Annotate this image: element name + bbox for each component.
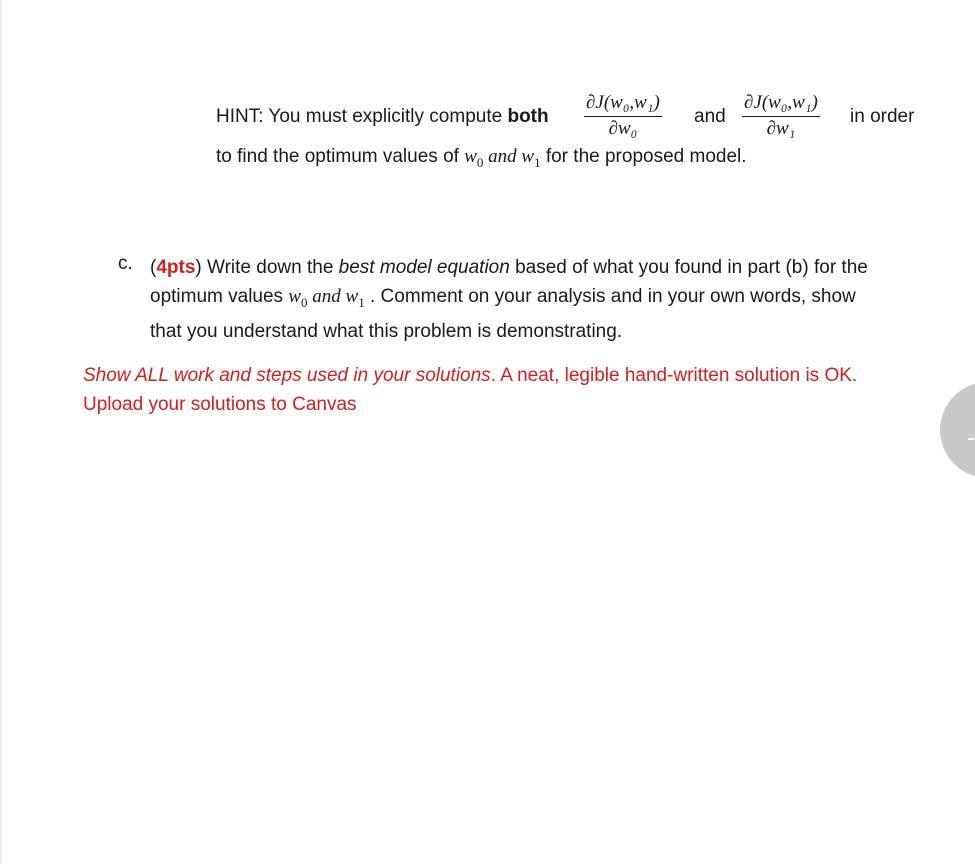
hint-suffix: in order [850, 106, 915, 127]
math-w0-w1: $w_0$ and $w_1$ [288, 286, 365, 310]
page-edge [0, 0, 2, 864]
fraction-numerator: ∂J(w₀,w₁) [586, 92, 660, 113]
submission-note: Show ALL work and steps used in your solutions. A neat, legible hand-written solution is OK. Upload your solutions to Canvas [83, 365, 858, 415]
floating-action-button[interactable] [940, 382, 975, 478]
fraction-denominator: ∂w₀ [608, 118, 638, 140]
hint-line-1 [216, 92, 936, 148]
fraction-numerator: ∂J(w₀,w₁) [744, 92, 818, 113]
fraction-denominator: ∂w₁ [766, 118, 796, 140]
hint-and: and [694, 106, 726, 127]
hint-prefix: HINT: You must explicitly compute both [216, 106, 549, 127]
fraction-bar [742, 116, 820, 117]
list-marker: c. [118, 253, 133, 274]
partial-derivative-w1 [742, 92, 820, 140]
math-w0: $w_0$ and $w_1$ [464, 146, 541, 170]
question-text: (4pts) Write down the best model equation based of what you found in part (b) for the optimum values $w_0$ and $w_1$ . Comment on your analysis and in your own words, show that you understand what this problem is demonstrating. [150, 257, 868, 342]
fab-icon [968, 438, 974, 440]
points-badge: 4pts [156, 257, 196, 278]
hint-line-2: to find the optimum values of $w_0$ and $w_1$ for the proposed model. [216, 146, 747, 170]
partial-derivative-w0 [584, 92, 662, 140]
fraction-bar [584, 116, 662, 117]
